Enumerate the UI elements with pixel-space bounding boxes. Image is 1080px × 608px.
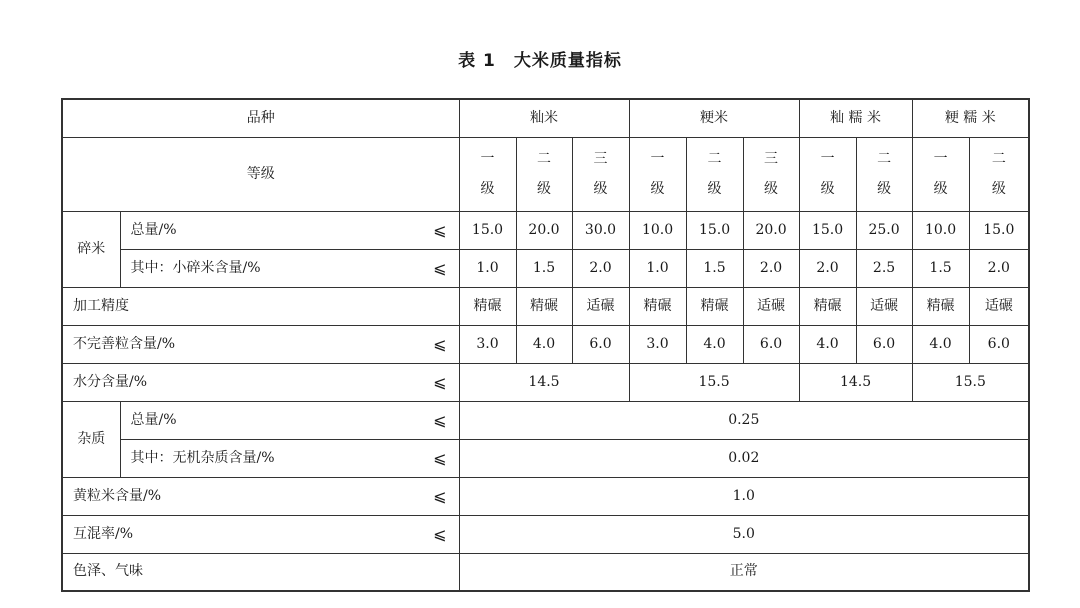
value-cell: 1.0 (629, 249, 686, 287)
value-cell: 2.0 (799, 249, 856, 287)
value-cell: 14.5 (459, 363, 629, 401)
value-cell: 20.0 (516, 211, 572, 249)
value-cell: 精碾 (686, 287, 743, 325)
value-cell: 2.0 (743, 249, 799, 287)
value-cell: 10.0 (629, 211, 686, 249)
variety-japonica: 粳米 (629, 99, 799, 137)
variety-label: 品种 (62, 99, 459, 137)
value-cell: 4.0 (516, 325, 572, 363)
table-row (62, 363, 1029, 401)
value-cell: 2.5 (856, 249, 912, 287)
value-cell: 1.5 (912, 249, 969, 287)
value-cell: 1.5 (686, 249, 743, 287)
grade-cell: 一 级 (799, 137, 856, 211)
impurity-group-label: 杂质 (62, 401, 120, 477)
value-cell: 精碾 (516, 287, 572, 325)
value-cell: 15.0 (686, 211, 743, 249)
grade-cell: 一 级 (629, 137, 686, 211)
grade-label: 等级 (62, 137, 459, 211)
color-odor-label: 色泽、气味 (62, 553, 459, 591)
impurity-total-label: 总量/% ⩽ (120, 401, 459, 439)
value-cell: 4.0 (799, 325, 856, 363)
table-row (62, 211, 1029, 249)
value-cell: 2.0 (969, 249, 1029, 287)
value-cell: 精碾 (912, 287, 969, 325)
value-cell: 精碾 (459, 287, 516, 325)
value-cell: 适碾 (969, 287, 1029, 325)
value-cell: 3.0 (459, 325, 516, 363)
value-cell: 3.0 (629, 325, 686, 363)
le-symbol: ⩽ (433, 486, 447, 506)
small-broken-label: 其中：小碎米含量/% ⩽ (120, 249, 459, 287)
variety-indica: 籼米 (459, 99, 629, 137)
value-cell: 4.0 (686, 325, 743, 363)
table-title-text: 大米质量指标 (513, 51, 622, 71)
yellow-grain-label: 黄粒米含量/% ⩽ (62, 477, 459, 515)
le-symbol: ⩽ (433, 372, 447, 392)
grade-cell: 二 级 (969, 137, 1029, 211)
value-cell: 1.0 (459, 477, 1029, 515)
value-cell: 15.5 (629, 363, 799, 401)
grade-cell: 三 级 (743, 137, 799, 211)
value-cell: 5.0 (459, 515, 1029, 553)
broken-total-label: 总量/% ⩽ (120, 211, 459, 249)
table-title (0, 46, 1080, 71)
milling-label: 加工精度 (62, 287, 459, 325)
value-cell: 适碾 (743, 287, 799, 325)
value-cell: 6.0 (743, 325, 799, 363)
grade-cell: 二 级 (516, 137, 572, 211)
value-cell: 2.0 (572, 249, 629, 287)
value-cell: 0.25 (459, 401, 1029, 439)
mix-rate-label: 互混率/% ⩽ (62, 515, 459, 553)
le-symbol: ⩽ (433, 448, 447, 468)
value-cell: 14.5 (799, 363, 912, 401)
rice-quality-table (61, 98, 1030, 592)
grade-cell: 二 级 (856, 137, 912, 211)
table-row (62, 477, 1029, 515)
value-cell: 正常 (459, 553, 1029, 591)
le-symbol: ⩽ (433, 524, 447, 544)
le-symbol: ⩽ (433, 220, 447, 240)
value-cell: 0.02 (459, 439, 1029, 477)
value-cell: 6.0 (572, 325, 629, 363)
table-row (62, 515, 1029, 553)
variety-japonica-glutinous: 粳 糯 米 (912, 99, 1029, 137)
value-cell: 6.0 (969, 325, 1029, 363)
value-cell: 1.5 (516, 249, 572, 287)
table-row (62, 137, 1029, 211)
table-row (62, 99, 1029, 137)
value-cell: 4.0 (912, 325, 969, 363)
value-cell: 15.0 (459, 211, 516, 249)
grade-cell: 三 级 (572, 137, 629, 211)
table-row (62, 287, 1029, 325)
table-row (62, 553, 1029, 591)
table-row (62, 401, 1029, 439)
inorganic-impurity-label: 其中：无机杂质含量/% ⩽ (120, 439, 459, 477)
broken-rice-group-label: 碎米 (62, 211, 120, 287)
le-symbol: ⩽ (433, 258, 447, 278)
value-cell: 20.0 (743, 211, 799, 249)
value-cell: 6.0 (856, 325, 912, 363)
value-cell: 适碾 (856, 287, 912, 325)
value-cell: 10.0 (912, 211, 969, 249)
le-symbol: ⩽ (433, 410, 447, 430)
grade-cell: 一 级 (912, 137, 969, 211)
moisture-label: 水分含量/% ⩽ (62, 363, 459, 401)
value-cell: 1.0 (459, 249, 516, 287)
value-cell: 精碾 (629, 287, 686, 325)
grade-cell: 一 级 (459, 137, 516, 211)
value-cell: 适碾 (572, 287, 629, 325)
value-cell: 15.5 (912, 363, 1029, 401)
grade-cell: 二 级 (686, 137, 743, 211)
table-number: 表 1 (458, 51, 496, 71)
table-row (62, 249, 1029, 287)
le-symbol: ⩽ (433, 334, 447, 354)
value-cell: 15.0 (969, 211, 1029, 249)
table-row (62, 325, 1029, 363)
table-row (62, 439, 1029, 477)
variety-indica-glutinous: 籼 糯 米 (799, 99, 912, 137)
value-cell: 30.0 (572, 211, 629, 249)
value-cell: 精碾 (799, 287, 856, 325)
value-cell: 25.0 (856, 211, 912, 249)
imperfect-label: 不完善粒含量/% ⩽ (62, 325, 459, 363)
value-cell: 15.0 (799, 211, 856, 249)
